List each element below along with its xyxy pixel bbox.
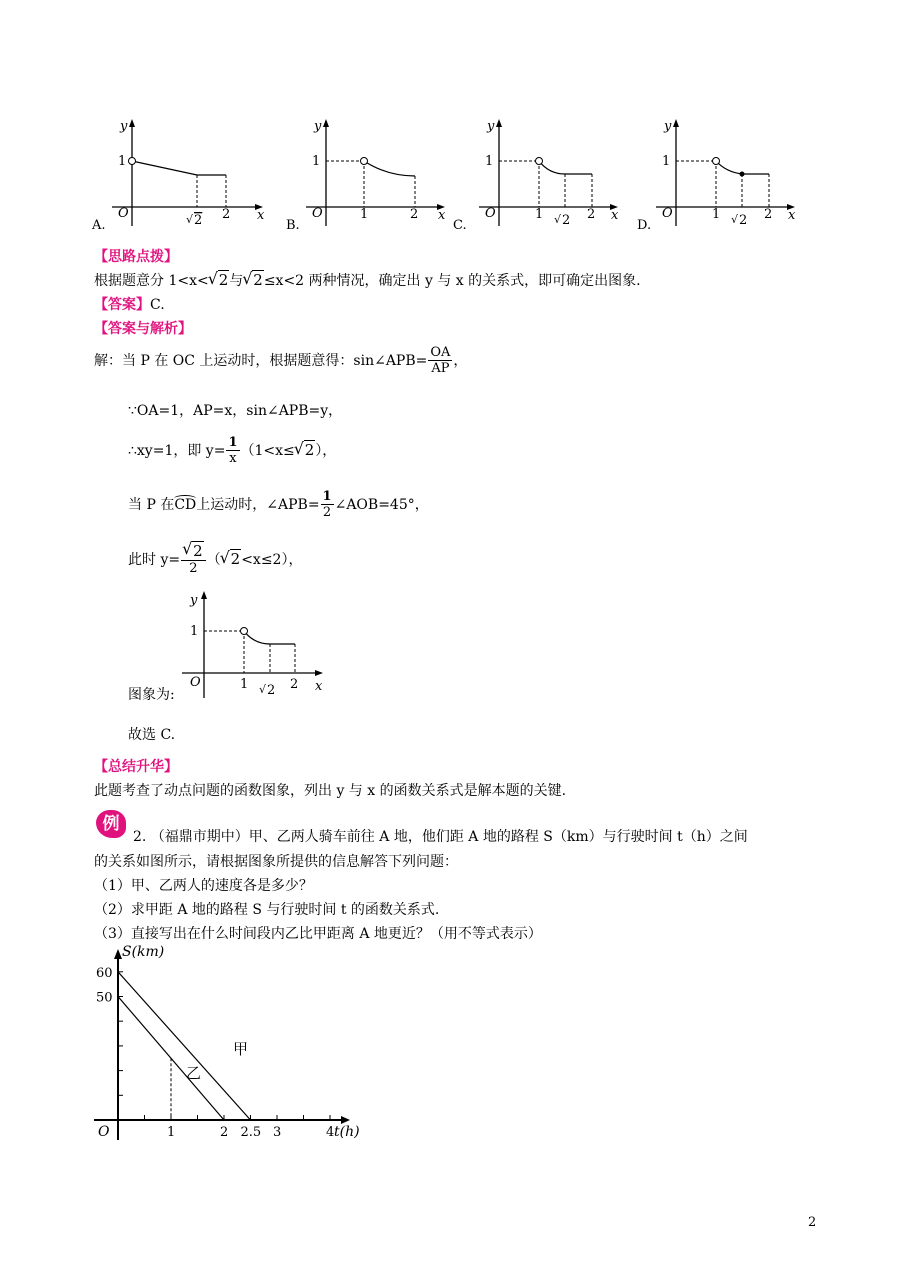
svg-text:2: 2 bbox=[587, 207, 596, 222]
y-axis-title: S(km) bbox=[122, 944, 165, 960]
svg-text:y: y bbox=[190, 593, 198, 608]
summary-heading: 【总结升华】 bbox=[94, 759, 178, 775]
svg-text:x: x bbox=[611, 208, 619, 223]
svg-text:1: 1 bbox=[485, 154, 494, 169]
origin-label: O bbox=[98, 1124, 110, 1140]
y-axis-label: y bbox=[120, 119, 128, 134]
option-c-graph bbox=[475, 116, 625, 228]
conclusion: 故选 C. bbox=[128, 727, 176, 743]
solution-line-4: 当 P 在CD上运动时，∠APB= $\frac{1}{2}$ ∠AOB=45°， bbox=[128, 489, 429, 520]
question-2: （2）求甲距 A 地的路程 S 与行驶时间 t 的函数关系式. bbox=[94, 902, 440, 918]
distance-time-chart bbox=[92, 940, 382, 1150]
option-a-graph bbox=[108, 116, 268, 228]
x-axis-label: x bbox=[257, 208, 265, 223]
series-label-jia: 甲 bbox=[233, 1040, 249, 1058]
question-1: （1）甲、乙两人的速度各是多少？ bbox=[94, 878, 313, 894]
svg-text:1: 1 bbox=[535, 207, 544, 222]
svg-text:x: x bbox=[788, 208, 796, 223]
y-tick-label-50: 50 bbox=[96, 990, 113, 1006]
option-d-graph bbox=[652, 116, 802, 228]
svg-text:1: 1 bbox=[712, 207, 721, 222]
solution-line-3: ∴xy=1，即 y= $\frac{1}{x}$ （1<x≤√ 2）， bbox=[128, 436, 336, 466]
tick-root2: 2 bbox=[194, 213, 203, 228]
option-b-label: B. bbox=[286, 218, 300, 233]
graph-caption: 图象为: bbox=[128, 687, 175, 703]
y-axis-arrow bbox=[114, 949, 122, 959]
solution-line-5: 此时 y= √ $\frac{2}{2}$ （√ 2<x≤2）， bbox=[128, 544, 302, 576]
svg-text:√: √ bbox=[259, 683, 267, 696]
svg-text:√: √ bbox=[554, 213, 562, 226]
svg-text:O: O bbox=[190, 675, 201, 690]
summary-text: 此题考查了动点问题的函数图象，列出 y 与 x 的函数关系式是解本题的关键. bbox=[94, 783, 567, 799]
example-line-1: 2. （福鼎市期中）甲、乙两人骑车前往 A 地，他们距 A 地的路程 S（km）与行驶时间 t（h）之间 bbox=[133, 829, 748, 845]
example-line-2: 的关系如图所示，请根据图象所提供的信息解答下列问题： bbox=[94, 854, 458, 870]
analysis-heading: 【答案与解析】 bbox=[94, 321, 192, 337]
x-axis-title: t(h) bbox=[334, 1124, 360, 1140]
svg-text:1: 1 bbox=[190, 624, 199, 639]
answer-line: 【答案】C. bbox=[94, 297, 165, 313]
origin-label: O bbox=[118, 206, 129, 221]
option-c-label: C. bbox=[453, 218, 467, 233]
solution-line-1: 解：当 P 在 OC 上运动时，根据题意得：sin∠APB= $\frac{OA}{AP}$ ， bbox=[94, 345, 468, 376]
svg-text:2: 2 bbox=[267, 683, 276, 698]
svg-text:1: 1 bbox=[240, 677, 249, 692]
y-tick-label-60: 60 bbox=[96, 965, 113, 981]
example-icon: 例 bbox=[96, 810, 126, 838]
tick-2: 2 bbox=[222, 207, 231, 222]
svg-text:y: y bbox=[664, 119, 672, 134]
svg-text:2: 2 bbox=[290, 677, 299, 692]
x-tick-label: 1 bbox=[167, 1125, 176, 1140]
svg-text:2: 2 bbox=[410, 207, 419, 222]
svg-text:2: 2 bbox=[739, 213, 748, 228]
x-tick-label: 2.5 bbox=[240, 1125, 262, 1140]
x-tick-label: 4 bbox=[326, 1125, 335, 1140]
svg-text:2: 2 bbox=[764, 207, 773, 222]
solution-line-2: ∵OA=1，AP=x，sin∠APB=y， bbox=[128, 403, 343, 419]
svg-text:1: 1 bbox=[312, 154, 321, 169]
question-3: （3）直接写出在什么时间段内乙比甲距离 A 地更近？（用不等式表示） bbox=[94, 926, 542, 942]
svg-text:1: 1 bbox=[360, 207, 369, 222]
page-number: 2 bbox=[808, 1215, 817, 1230]
svg-text:y: y bbox=[487, 119, 495, 134]
x-tick-label: 3 bbox=[273, 1125, 282, 1140]
series-label-yi: 乙 bbox=[186, 1064, 202, 1082]
x-axis-arrow bbox=[341, 1116, 350, 1124]
svg-text:1: 1 bbox=[662, 154, 671, 169]
tick-1: 1 bbox=[118, 154, 127, 169]
svg-text:O: O bbox=[312, 206, 323, 221]
option-b-graph bbox=[302, 116, 452, 228]
svg-text:x: x bbox=[315, 679, 323, 694]
svg-text:O: O bbox=[485, 206, 496, 221]
svg-text:y: y bbox=[314, 119, 322, 134]
option-a-label: A. bbox=[92, 218, 106, 233]
svg-text:√: √ bbox=[186, 213, 194, 226]
x-tick-label: 2 bbox=[220, 1125, 229, 1140]
svg-text:√: √ bbox=[731, 213, 739, 226]
answer-graph bbox=[178, 588, 328, 700]
hint-text: 根据题意分 1<x<√ 2与√ 2≤x<2 两种情况，确定出 y 与 x 的关系式，即可确定出图象. bbox=[94, 273, 641, 288]
hint-heading: 【思路点拨】 bbox=[94, 249, 178, 265]
svg-text:O: O bbox=[662, 206, 673, 221]
option-d-label: D. bbox=[637, 218, 652, 233]
series-line-1 bbox=[118, 972, 251, 1120]
svg-text:x: x bbox=[438, 208, 446, 223]
svg-text:2: 2 bbox=[562, 213, 571, 228]
